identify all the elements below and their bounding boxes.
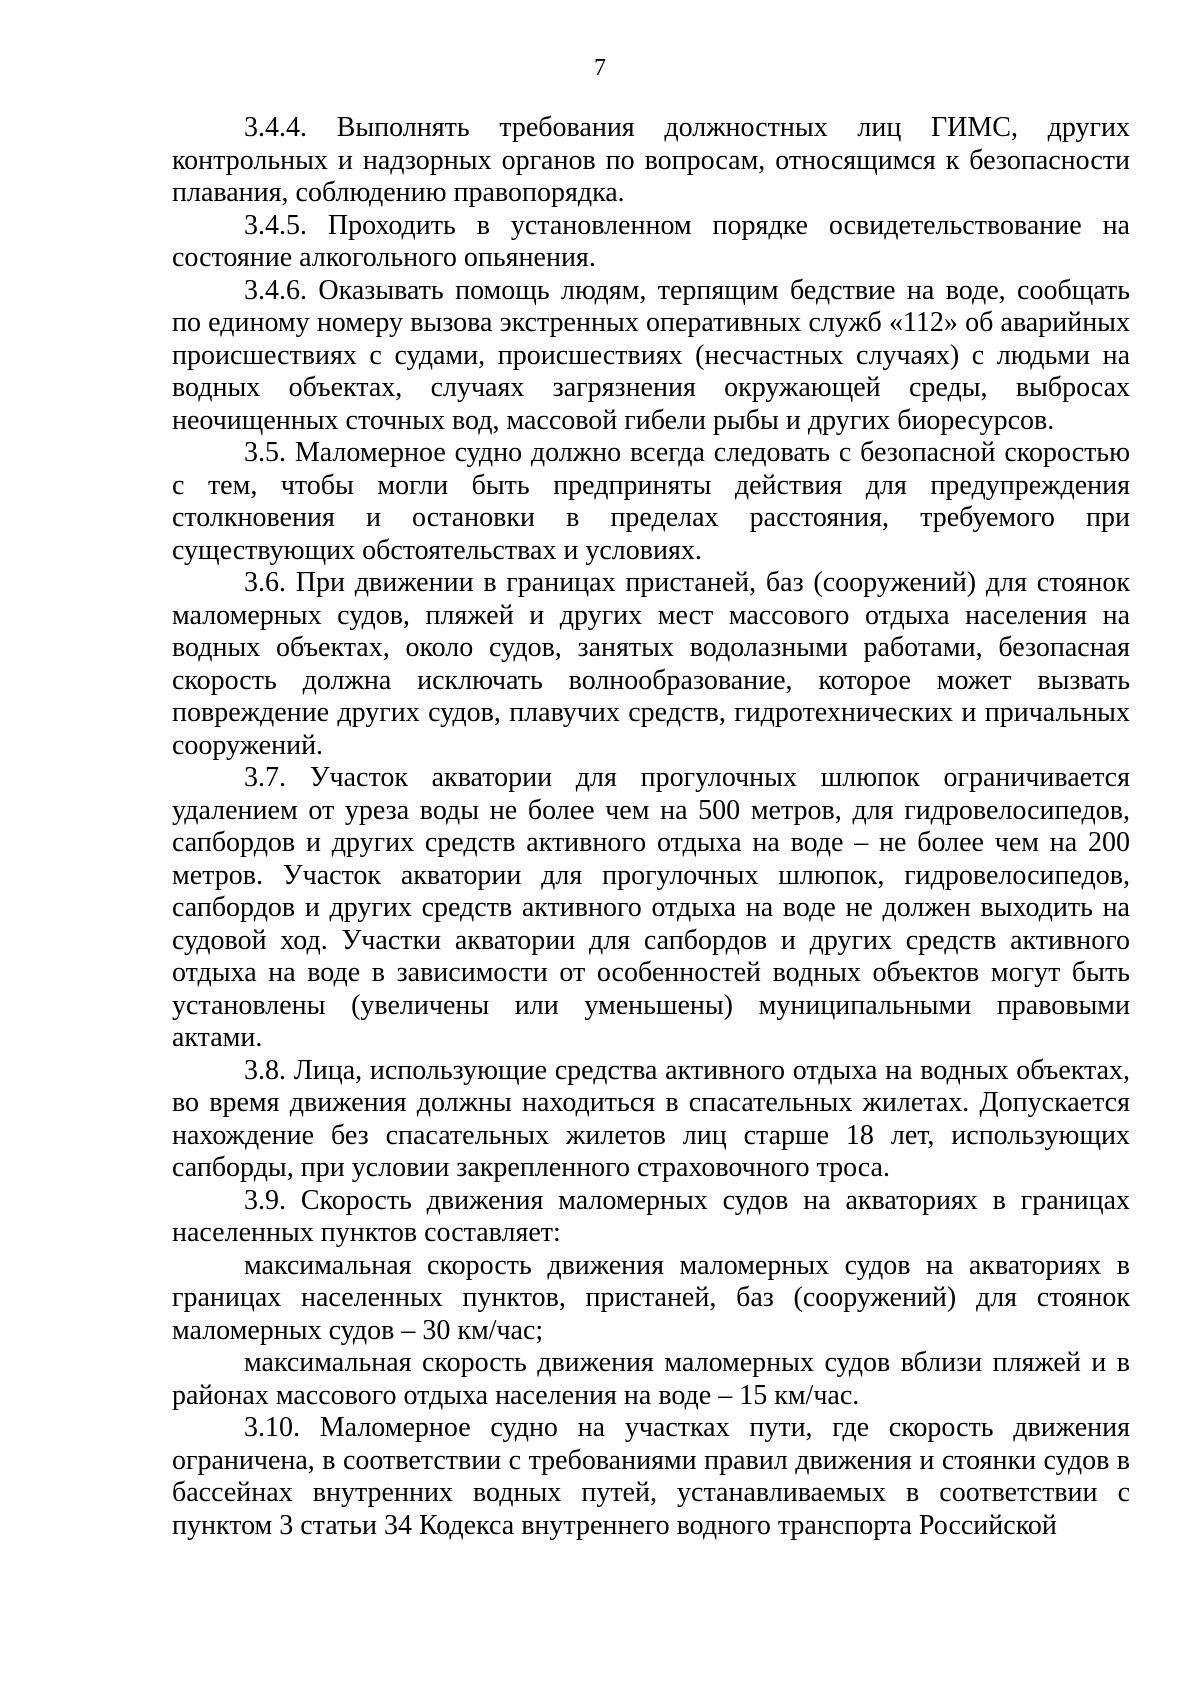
paragraph-3-9-speed-limit-beaches: максимальная скорость движения маломерных судов вблизи пляжей и в районах массового отдыха населения на воде – 15 км/час. xyxy=(172,1347,1130,1411)
paragraph-3-6: 3.6. При движении в границах пристаней, баз (сооружений) для стоянок маломерных судов, пляжей и других мест массового отдыха населения на водных объектах, около судов, занятых водолазными работами, безопасная скорость должна исключать волнообразование, которое может вызвать повреждение других судов, плавучих средств, гидротехнических и причальных сооружений. xyxy=(172,567,1130,761)
paragraph-3-9: 3.9. Скорость движения маломерных судов на акваториях в границах населенных пунктов составляет: xyxy=(172,1184,1130,1248)
document-body xyxy=(172,112,1130,1542)
paragraph-3-8: 3.8. Лица, использующие средства активного отдыха на водных объектах, во время движения должны находиться в спасательных жилетах. Допускается нахождение без спасательных жилетов лиц старше 18 лет, использующих сапборды, при условии закрепленного страховочного троса. xyxy=(172,1054,1130,1183)
paragraph-3-5: 3.5. Маломерное судно должно всегда следовать с безопасной скоростью с тем, чтобы могли быть предприняты действия для предупреждения столкновения и остановки в пределах расстояния, требуемого при существующих обстоятельствах и условиях. xyxy=(172,437,1130,566)
page-number: 7 xyxy=(594,55,606,81)
paragraph-3-4-6: 3.4.6. Оказывать помощь людям, терпящим бедствие на воде, сообщать по единому номеру вызова экстренных оперативных служб «112» об аварийных происшествиях с судами, происшествиях (несчастных случаях) с людьми на водных объектах, случаях загрязнения окружающей среды, выбросах неочищенных сточных вод, массовой гибели рыбы и других биоресурсов. xyxy=(172,274,1130,436)
paragraph-3-9-speed-limit-settlements: максимальная скорость движения маломерных судов на акваториях в границах населенных пунктов, пристаней, баз (сооружений) для стоянок маломерных судов – 30 км/час; xyxy=(172,1249,1130,1346)
paragraph-3-4-4: 3.4.4. Выполнять требования должностных лиц ГИМС, других контрольных и надзорных органов по вопросам, относящимся к безопасности плавания, соблюдению правопорядка. xyxy=(172,112,1130,208)
paragraph-3-7: 3.7. Участок акватории для прогулочных шлюпок ограничивается удалением от уреза воды не более чем на 500 метров, для гидровелосипедов, сапбордов и других средств активного отдыха на воде – не более чем на 200 метров. Участок акватории для прогулочных шлюпок, гидровелосипедов, сапбордов и других средств активного отдыха на воде не должен выходить на судовой ход. Участки акватории для сапбордов и других средств активного отдыха на воде в зависимости от особенностей водных объектов могут быть установлены (увеличены или уменьшены) муниципальными правовыми актами. xyxy=(172,762,1130,1053)
paragraph-3-10: 3.10. Маломерное судно на участках пути, где скорость движения ограничена, в соответствии с требованиями правил движения и стоянки судов в бассейнах внутренних водных путей, устанавливаемых в соответствии с пунктом 3 статьи 34 Кодекса внутреннего водного транспорта Российской xyxy=(172,1412,1130,1541)
paragraph-3-4-5: 3.4.5. Проходить в установленном порядке освидетельствование на состояние алкогольного опьянения. xyxy=(172,209,1130,273)
